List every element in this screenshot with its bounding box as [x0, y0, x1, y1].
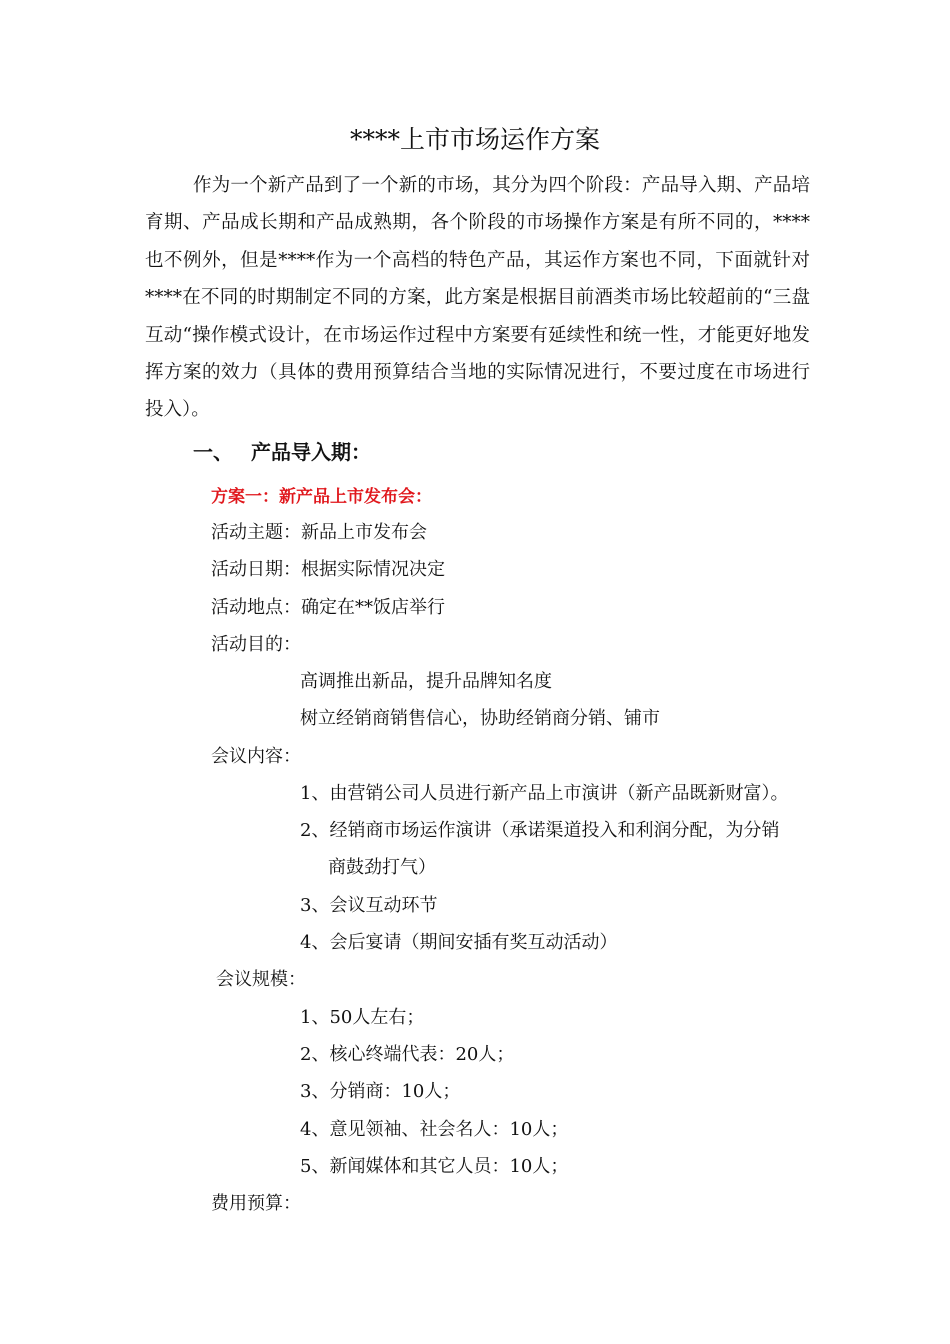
section-title: 产品导入期：: [251, 440, 371, 464]
content-item: 2、经销商市场运作演讲（承诺渠道投入和利润分配，为分销: [300, 820, 780, 841]
content-item: 1、由营销公司人员进行新产品上市演讲（新产品既新财富）。: [300, 783, 789, 804]
purpose-item: 树立经销商销售信心，协助经销商分销、铺市: [300, 708, 660, 729]
scale-item: 1、50人左右；: [300, 1007, 425, 1028]
budget-label: 费用预算：: [211, 1193, 301, 1214]
content-item-continued: 商鼓劲打气）: [328, 857, 436, 878]
scale-item: 5、新闻媒体和其它人员：10人；: [300, 1156, 569, 1177]
plan-title: 方案一：新产品上市发布会：: [211, 487, 432, 507]
purpose-item: 高调推出新品，提升品牌知名度: [300, 671, 552, 692]
section-heading-1: [193, 436, 371, 468]
activity-date: 活动日期：根据实际情况决定: [211, 559, 445, 580]
section-number: 一、: [193, 440, 233, 464]
document-title: ****上市市场运作方案: [349, 125, 600, 154]
meeting-content-label: 会议内容：: [211, 746, 301, 767]
scale-item: 3、分销商：10人；: [300, 1081, 461, 1102]
activity-purpose-label: 活动目的：: [211, 634, 301, 655]
meeting-scale-label: 会议规模：: [216, 969, 306, 990]
scale-item: 2、核心终端代表：20人；: [300, 1044, 515, 1065]
activity-theme: 活动主题：新品上市发布会: [211, 522, 427, 543]
activity-location: 活动地点：确定在**饭店举行: [211, 597, 445, 618]
intro-paragraph: 作为一个新产品到了一个新的市场，其分为四个阶段：产品导入期、产品培育期、产品成长期和产品成熟期，各个阶段的市场操作方案是有所不同的，****也不例外，但是****作为一个高档的特色产品，其运作方案也不同，下面就针对****在不同的时期制定不同的方案，此方案是根据目前酒类市场比较超前的“三盘互动“操作模式设计，在市场运作过程中方案要有延续性和统一性，才能更好地发挥方案的效力（具体的费用预算结合当地的实际情况进行，不要过度在市场进行投入）。: [145, 175, 810, 421]
content-item: 4、会后宴请（期间安插有奖互动活动）: [300, 932, 618, 953]
content-item: 3、会议互动环节: [300, 895, 438, 916]
scale-item: 4、意见领袖、社会名人：10人；: [300, 1119, 569, 1140]
